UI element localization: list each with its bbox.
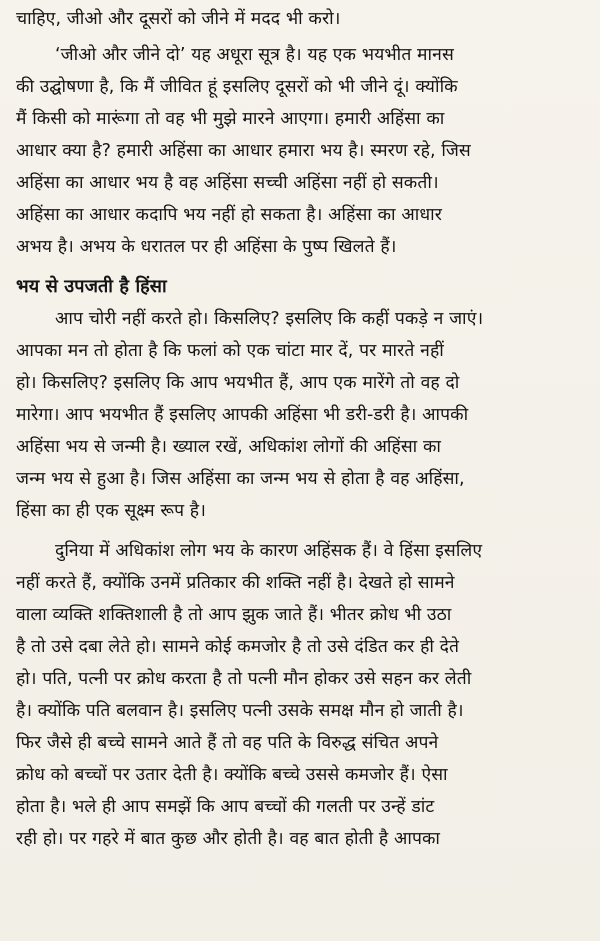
text-line: है। क्योंकि पति बलवान है। इसलिए पत्नी उसके समक्ष मौन हो जाती है। [16,701,464,721]
text-line: वाला व्यक्ति शक्तिशाली है तो आप झुक जाते हैं। भीतर क्रोध भी उठा [16,605,452,625]
text-line: नहीं करते हैं, क्योंकि उनमें प्रतिकार की शक्ति नहीं है। देखते हो सामने [16,573,455,593]
text-line: अहिंसा का आधार भय है वह अहिंसा सच्ची अहिंसा नहीं हो सकती। [16,173,439,193]
text-line: आधार क्या है? हमारी अहिंसा का आधार हमारा भय है। स्मरण रहे, जिस [16,141,471,161]
text-line: मैं किसी को मारूंगा तो वह भी मुझे मारने आएगा। हमारी अहिंसा का [16,109,445,129]
text-line: मारेगा। आप भयभीत हैं इसलिए आपकी अहिंसा भी डरी-डरी है। आपकी [16,405,469,425]
paragraph-start-line: आप चोरी नहीं करते हो। किसलिए? इसलिए कि कहीं पकड़े न जाएं। [55,309,484,329]
text-line: हो। किसलिए? इसलिए कि आप भयभीत हैं, आप एक मारेंगे तो वह दो [16,373,460,393]
paragraph-start-line: दुनिया में अधिकांश लोग भय के कारण अहिंसक हैं। वे हिंसा इसलिए [55,541,483,561]
text-line: अभय है। अभय के धरातल पर ही अहिंसा के पुष्प खिलते हैं। [16,237,397,257]
text-line: फिर जैसे ही बच्चे सामने आते हैं तो वह पति के विरुद्ध संचित अपने [16,733,439,753]
text-line: हो। पति, पत्नी पर क्रोध करता है तो पत्नी मौन होकर उसे सहन कर लेती [16,669,472,689]
text-line: होता है। भले ही आप समझें कि आप बच्चों की गलती पर उन्हें डांट [16,797,435,817]
text-line: अहिंसा भय से जन्मी है। ख्याल रखें, अधिकांश लोगों की अहिंसा का [16,437,442,457]
text-line: है तो उसे दबा लेते हो। सामने कोई कमजोर है तो उसे दंडित कर ही देते [16,637,460,657]
text-line: जन्म भय से हुआ है। जिस अहिंसा का जन्म भय से होता है वह अहिंसा, [16,469,465,489]
paragraph-start-line: ‘जीओ और जीने दो’ यह अधूरा सूत्र है। यह एक भयभीत मानस [55,45,454,65]
text-line: अहिंसा का आधार कदापि भय नहीं हो सकता है। अहिंसा का आधार [16,205,442,225]
section-heading: भय से उपजती है हिंसा [16,276,167,297]
text-line: चाहिए, जीओ और दूसरों को जीने में मदद भी करो। [16,9,341,29]
text-line: की उद्घोषणा है, कि मैं जीवित हूं इसलिए दूसरों को भी जीने दूं। क्योंकि [16,77,458,97]
text-line: आपका मन तो होता है कि फलां को एक चांटा मार दें, पर मारते नहीं [16,341,444,361]
text-line: हिंसा का ही एक सूक्ष्म रूप है। [16,501,206,521]
text-line: रही हो। पर गहरे में बात कुछ और होती है। वह बात होती है आपका [16,829,441,849]
text-line: क्रोध को बच्चों पर उतार देती है। क्योंकि बच्चे उससे कमजोर हैं। ऐसा [16,765,448,785]
